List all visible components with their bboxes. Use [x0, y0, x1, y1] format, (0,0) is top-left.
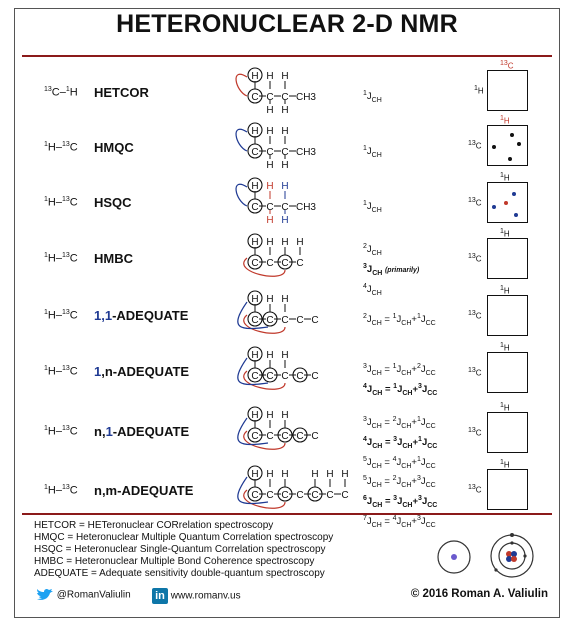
website-text: www.romanv.us	[170, 590, 241, 602]
svg-text:C: C	[281, 92, 289, 103]
svg-text:H: H	[251, 181, 259, 192]
svg-text:H: H	[281, 294, 289, 305]
svg-text:H: H	[251, 71, 259, 82]
svg-text:C: C	[266, 431, 274, 442]
spectrum-top-axis-label: $^1$H	[500, 285, 510, 296]
spectrum-left-axis-label: $^{13}$C	[468, 367, 482, 378]
spectrum-left-axis-label: $^{13}$C	[468, 484, 482, 495]
svg-text:H: H	[281, 71, 289, 82]
technique-name: 1,n-ADEQUATE	[94, 364, 190, 379]
molecule-diagram	[230, 405, 350, 453]
spectrum-top-axis-label: $^1$H	[500, 459, 510, 470]
svg-text:H: H	[281, 469, 289, 480]
legend-line: HETCOR = HETeronuclear CORrelation spectroscopy	[34, 520, 274, 531]
molecule-diagram	[230, 121, 350, 169]
coupling-line: $^2J_{CH}$	[363, 243, 382, 258]
svg-text:H: H	[281, 160, 289, 171]
spectrum-left-axis-label: $^{13}$C	[468, 427, 482, 438]
molecule-diagram	[230, 232, 350, 280]
svg-text:C: C	[266, 490, 274, 501]
title-divider	[22, 55, 552, 57]
cross-peak	[504, 201, 508, 205]
molecule-diagram	[230, 176, 350, 224]
spectrum-left-axis-label: $^{13}$C	[468, 140, 482, 151]
legend-line: ADEQUATE = Adequate sensitivity double-quantum spectroscopy	[34, 568, 325, 579]
svg-text:C: C	[251, 147, 259, 158]
svg-text:H: H	[266, 181, 274, 192]
svg-text:H: H	[281, 350, 289, 361]
legend-line: HSQC = Heteronuclear Single-Quantum Correlation spectroscopy	[34, 544, 326, 555]
svg-text:H: H	[266, 215, 274, 226]
svg-text:C: C	[281, 371, 289, 382]
legend-divider	[22, 513, 552, 515]
coupling-line: $^5J_{CH} = ^4J_{CH}+^1J_{CC}$	[363, 456, 436, 471]
coupling-line: $^4J_{CH} = ^3J_{CH}+^1J_{CC}$	[363, 436, 438, 451]
spectrum-box	[487, 469, 528, 510]
svg-text:CH3: CH3	[295, 147, 317, 158]
coupling-line: $^3J_{CH} = ^1J_{CH}+^2J_{CC}$	[363, 362, 436, 377]
cross-peak	[510, 133, 514, 137]
svg-text:C: C	[281, 431, 289, 442]
svg-text:C: C	[251, 315, 259, 326]
svg-text:C: C	[251, 490, 259, 501]
svg-text:H: H	[341, 469, 349, 480]
technique-name: 1,1-ADEQUATE	[94, 308, 189, 323]
nuclei-pair: $^{13}$C–$^1$H	[44, 86, 78, 99]
spectrum-left-axis-label: $^{13}$C	[468, 197, 482, 208]
technique-name: HETCOR	[94, 85, 149, 100]
svg-text:H: H	[266, 469, 274, 480]
svg-text:C: C	[266, 92, 274, 103]
svg-text:C: C	[311, 490, 319, 501]
svg-text:H: H	[281, 126, 289, 137]
svg-text:H: H	[281, 105, 289, 116]
svg-text:CH3: CH3	[295, 92, 317, 103]
svg-text:H: H	[251, 469, 259, 480]
coupling-list	[363, 197, 382, 217]
cross-peak	[492, 205, 496, 209]
nuclei-pair: $^1$H–$^{13}$C	[44, 196, 78, 209]
coupling-line: $^1J_{CH}$	[363, 90, 382, 105]
spectrum-left-axis-label: $^{13}$C	[468, 310, 482, 321]
cross-peak	[508, 157, 512, 161]
spectrum-left-axis-label: $^1$H	[474, 85, 484, 96]
spectrum-top-axis-label: $^1$H	[500, 402, 510, 413]
spectrum-box	[487, 412, 528, 453]
twitter-handle[interactable]	[36, 588, 131, 602]
molecule-diagram	[230, 289, 350, 337]
svg-text:C: C	[251, 92, 259, 103]
spectrum-box	[487, 182, 528, 223]
svg-text:H: H	[251, 294, 259, 305]
coupling-line: $^4J_{CH} = ^1J_{CH}+^3J_{CC}$	[363, 382, 438, 397]
spectrum-box	[487, 125, 528, 166]
svg-text:C: C	[296, 490, 304, 501]
legend-line: HMQC = Heteronuclear Multiple Quantum Correlation spectroscopy	[34, 532, 334, 543]
molecule-diagram	[230, 464, 350, 512]
coupling-line: $^7J_{CH} = ^4J_{CH}+^3J_{CC}$	[363, 515, 436, 530]
technique-name: n,1-ADEQUATE	[94, 424, 190, 439]
nuclei-pair: $^1$H–$^{13}$C	[44, 309, 78, 322]
svg-text:C: C	[296, 371, 304, 382]
svg-text:C: C	[251, 431, 259, 442]
spectrum-box	[487, 238, 528, 279]
svg-text:H: H	[281, 410, 289, 421]
svg-text:H: H	[266, 71, 274, 82]
svg-text:C: C	[311, 315, 319, 326]
coupling-list	[363, 413, 437, 473]
svg-text:H: H	[266, 237, 274, 248]
svg-text:C: C	[281, 147, 289, 158]
nuclei-pair: $^1$H–$^{13}$C	[44, 484, 78, 497]
legend-line: HMBC = Heteronuclear Multiple Bond Coherence spectroscopy	[34, 556, 315, 567]
coupling-line: $^3J_{CH} = ^2J_{CH}+^1J_{CC}$	[363, 416, 436, 431]
spectrum-top-axis-label: $^1$H	[500, 115, 510, 126]
spectrum-top-axis-label: $^1$H	[500, 228, 510, 239]
svg-text:CH3: CH3	[295, 202, 317, 213]
nuclei-pair: $^1$H–$^{13}$C	[44, 252, 78, 265]
svg-text:H: H	[251, 350, 259, 361]
spectrum-box	[487, 295, 528, 336]
cross-peak	[514, 213, 518, 217]
coupling-list	[363, 240, 419, 300]
svg-text:C: C	[251, 258, 259, 269]
svg-text:C: C	[251, 202, 259, 213]
twitter-bird-icon	[36, 588, 54, 602]
linkedin-icon: in	[152, 588, 168, 604]
svg-text:H: H	[251, 237, 259, 248]
page-title: HETERONUCLEAR 2-D NMR	[116, 10, 458, 38]
technique-name: HMQC	[94, 140, 134, 155]
svg-text:H: H	[281, 237, 289, 248]
svg-text:C: C	[266, 258, 274, 269]
svg-text:C: C	[266, 315, 274, 326]
coupling-list	[363, 87, 382, 107]
svg-text:H: H	[266, 160, 274, 171]
technique-name: n,m-ADEQUATE	[94, 483, 194, 498]
svg-text:H: H	[296, 237, 304, 248]
technique-name: HMBC	[94, 251, 133, 266]
svg-text:C: C	[266, 371, 274, 382]
svg-text:C: C	[281, 258, 289, 269]
svg-text:H: H	[251, 410, 259, 421]
spectrum-left-axis-label: $^{13}$C	[468, 253, 482, 264]
svg-text:C: C	[311, 371, 319, 382]
coupling-line: $^4J_{CH}$	[363, 283, 382, 298]
cross-peak	[512, 192, 516, 196]
atom-icon	[488, 532, 536, 580]
spectrum-top-axis-label: $^1$H	[500, 342, 510, 353]
legend	[34, 520, 333, 580]
svg-text:C: C	[281, 202, 289, 213]
coupling-line: $^1J_{CH}$	[363, 145, 382, 160]
svg-text:C: C	[281, 315, 289, 326]
coupling-line: $^1J_{CH}$	[363, 200, 382, 215]
svg-text:H: H	[266, 410, 274, 421]
coupling-list	[363, 360, 437, 400]
spectrum-top-axis-label: $^1$H	[500, 172, 510, 183]
svg-text:H: H	[266, 105, 274, 116]
coupling-list	[363, 142, 382, 162]
website-link[interactable]	[152, 588, 241, 604]
svg-text:H: H	[281, 181, 289, 192]
cross-peak	[492, 145, 496, 149]
svg-text:C: C	[326, 490, 334, 501]
spectrum-top-axis-label: $^{13}$C	[500, 60, 514, 71]
svg-text:H: H	[266, 350, 274, 361]
svg-text:H: H	[266, 126, 274, 137]
nuclei-pair: $^1$H–$^{13}$C	[44, 141, 78, 154]
nuclei-pair: $^1$H–$^{13}$C	[44, 425, 78, 438]
svg-text:C: C	[296, 258, 304, 269]
coupling-line: $^3J_{CH}$ (primarily)	[363, 263, 420, 278]
svg-text:H: H	[311, 469, 319, 480]
technique-name: HSQC	[94, 195, 132, 210]
svg-text:C: C	[296, 431, 304, 442]
copyright: © 2016 Roman A. Valiulin	[410, 588, 548, 600]
svg-text:C: C	[311, 431, 319, 442]
spectrum-box	[487, 352, 528, 393]
svg-text:H: H	[281, 215, 289, 226]
nucleus-icon	[434, 537, 474, 577]
coupling-line: $^5J_{CH} = ^2J_{CH}+^3J_{CC}$	[363, 475, 436, 490]
svg-text:C: C	[266, 147, 274, 158]
coupling-line: $^6J_{CH} = ^3J_{CH}+^3J_{CC}$	[363, 495, 438, 510]
svg-text:C: C	[341, 490, 349, 501]
coupling-line: $^2J_{CH} = ^1J_{CH}+^1J_{CC}$	[363, 313, 436, 328]
svg-text:H: H	[266, 294, 274, 305]
svg-text:C: C	[281, 490, 289, 501]
spectrum-box	[487, 70, 528, 111]
nuclei-pair: $^1$H–$^{13}$C	[44, 365, 78, 378]
molecule-diagram	[230, 66, 350, 114]
molecule-diagram	[230, 345, 350, 393]
svg-text:C: C	[251, 371, 259, 382]
svg-text:H: H	[251, 126, 259, 137]
svg-text:C: C	[296, 315, 304, 326]
twitter-handle-text: @RomanValiulin	[56, 589, 131, 601]
svg-text:C: C	[266, 202, 274, 213]
coupling-list	[363, 310, 436, 330]
cross-peak	[517, 142, 521, 146]
coupling-list	[363, 472, 437, 532]
svg-text:H: H	[326, 469, 334, 480]
